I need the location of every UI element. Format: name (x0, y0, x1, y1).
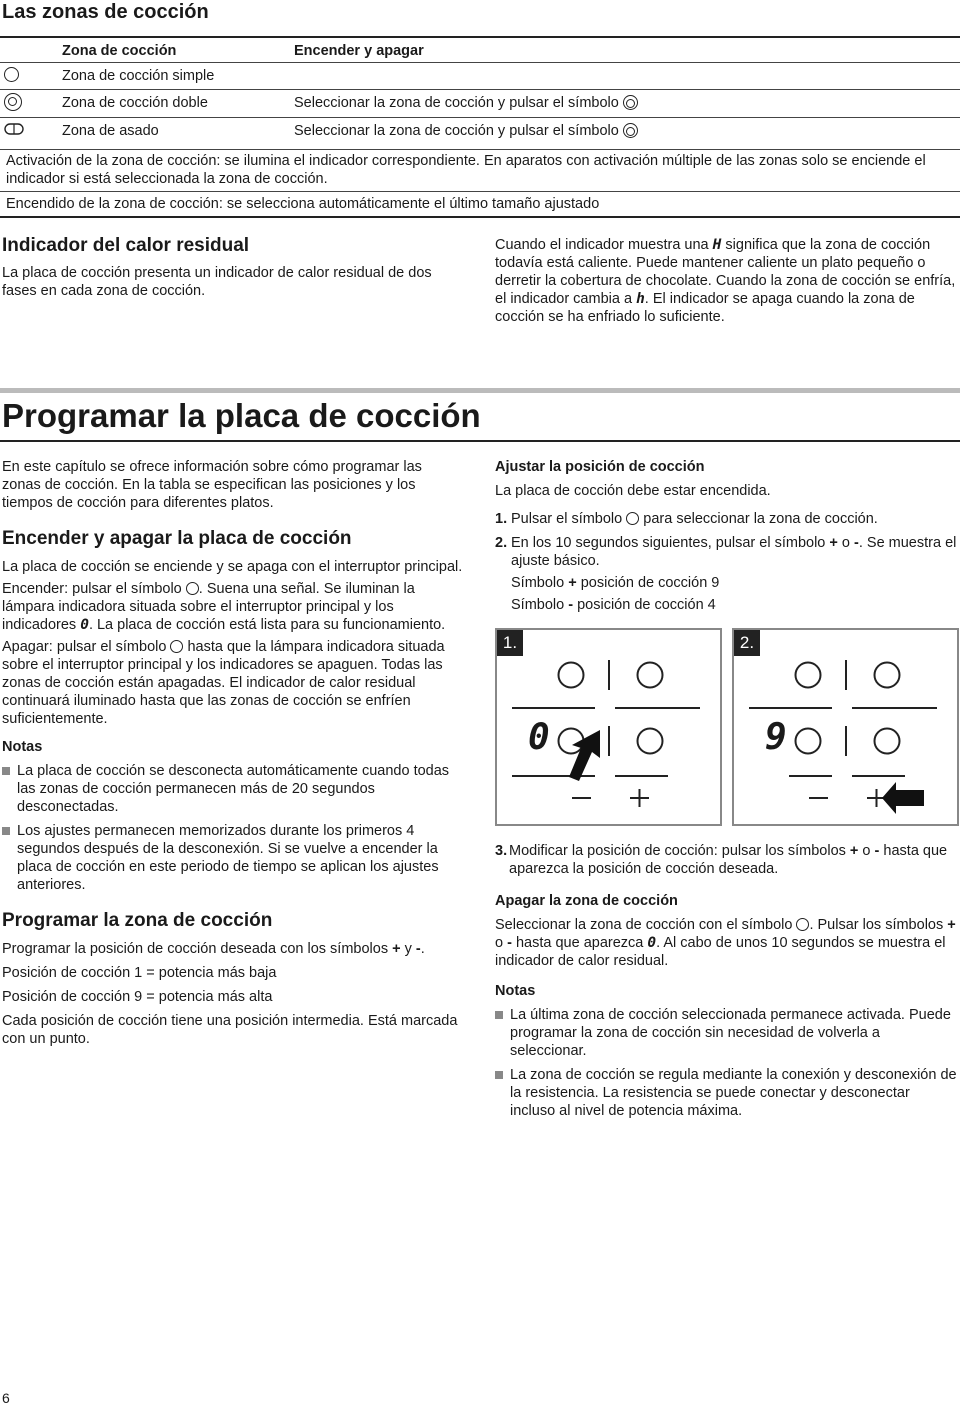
panel-1-digit: 0 (528, 717, 550, 758)
zone-name: Zona de cocción simple (62, 67, 215, 84)
zone-circle-icon (638, 663, 663, 688)
zone-p4: Cada posición de cocción tiene una posición intermedia. Está marcada con un punto. (2, 1013, 458, 1047)
double-zone-icon (4, 93, 22, 111)
list-item: La zona de cocción se regula mediante la conexión y desconexión de la resistencia. La resistencia se puede conectar y desconectar incluso al nivel de potencia máxima. (495, 1066, 957, 1120)
step-3: 3. Modificar la posición de cocción: pulsar los símbolos + o - hasta que aparezca la posición de cocción deseada. (495, 843, 948, 877)
zone-action: Seleccionar la zona de cocción y pulsar el símbolo (294, 123, 619, 139)
table-header-row (0, 40, 960, 62)
page-number: 6 (2, 1390, 10, 1406)
onoff-p2: Encender: pulsar el símbolo . Suena una señal. Se iluminan la lámpara indicadora situada sobre el interruptor principal y los indicadores 0. La placa de cocción está lista para su funcionamiento. (2, 581, 446, 633)
zone-circle-icon (875, 729, 900, 754)
panel-tag-2: 2. (734, 630, 760, 656)
left-column (2, 458, 464, 1052)
zone-action (294, 62, 960, 90)
table-row (0, 117, 960, 145)
cooktop-panel-2 (732, 628, 959, 826)
roasting-symbol-icon (623, 123, 638, 138)
zone-circle-icon (559, 663, 584, 688)
panel-tag-1: 1. (497, 630, 523, 656)
single-zone-icon (4, 67, 19, 82)
program-intro: En este capítulo se ofrece información sobre cómo programar las zonas de cocción. En la tabla se especifican las posiciones y los tiempos de cocción para diferentes platos. (2, 459, 422, 511)
zone-name: Zona de asado (62, 123, 159, 139)
zone-circle-icon (875, 663, 900, 688)
divider (0, 440, 960, 442)
zone-name: Zona de cocción doble (62, 95, 208, 112)
residual-right-text: Cuando el indicador muestra una H significa que la zona de cocción todavía está caliente. Puede mantener caliente un plato pequeño o derretir la cobertura de chocolate. Cuando la zona de cocción se enfría, el indicador cambia a h. El indicador se apaga cuando la zona de cocción se ha enfriado lo suficiente. (495, 237, 956, 325)
zone-p1: Programar la posición de cocción deseada con los símbolos + y -. (2, 941, 425, 957)
residual-h-symbol: h (636, 291, 645, 307)
bullet-icon (2, 827, 10, 835)
onoff-title: Encender y apagar la placa de cocción (2, 528, 352, 549)
table-row (0, 90, 960, 118)
zone-select-icon (626, 512, 639, 525)
step-1: 1. Pulsar el símbolo para seleccionar la zona de cocción. (495, 511, 878, 527)
program-title: Programar la placa de cocción (2, 397, 481, 434)
list-item: La última zona de cocción seleccionada permanece activada. Puede programar la zona de cocción sin necesidad de volverla a seleccionar. (495, 1006, 957, 1060)
divider (0, 216, 960, 218)
symbol-plus-line: Símbolo + posición de cocción 9 (511, 575, 720, 591)
zone-p2: Posición de cocción 1 = potencia más baja (2, 965, 277, 981)
adjust-pre: La placa de cocción debe estar encendida. (495, 483, 771, 499)
header-onoff: Encender y apagar (294, 42, 424, 59)
onoff-p1: La placa de cocción se enciende y se apaga con el interruptor principal. (2, 559, 463, 575)
divider (0, 191, 960, 192)
table-row (0, 62, 960, 90)
power-icon (186, 582, 199, 595)
bullet-icon (495, 1071, 503, 1079)
panel-2-digit: 9 (765, 717, 787, 758)
roasting-zone-icon (4, 123, 24, 135)
zones-table (0, 40, 960, 145)
list-item: Los ajustes permanecen memorizados durante los primeros 4 segundos después de la desconexión. Si se vuelve a encender la placa de cocción en este periodo de tiempo se aplican los ajustes anteriores. (2, 822, 464, 894)
divider (0, 36, 960, 38)
arrow-icon (569, 730, 600, 781)
arrow-icon (882, 782, 924, 814)
divider (0, 149, 960, 150)
header-zone: Zona de cocción (62, 42, 177, 59)
activation-note: Activación de la zona de cocción: se ilumina el indicador correspondiente. En aparatos con activación múltiple de las zonas solo se enciende el indicador si está seleccionada la zona de cocción. (6, 153, 926, 187)
zone-action: Seleccionar la zona de cocción y pulsar el símbolo (294, 95, 619, 112)
adjust-title: Ajustar la posición de cocción (495, 459, 705, 475)
right-column-lower (495, 842, 957, 1126)
residual-left-text: La placa de cocción presenta un indicador de calor residual de dos fases en cada zona de cocción. (2, 265, 432, 299)
double-zone-symbol-icon (623, 95, 638, 110)
notes-title-2: Notas (495, 983, 536, 999)
zero-display-symbol: 0 (80, 617, 89, 633)
zone-p3: Posición de cocción 9 = potencia más alta (2, 989, 273, 1005)
notes-title: Notas (2, 739, 43, 755)
cooktop-panel-1 (495, 628, 722, 826)
startup-note: Encendido de la zona de cocción: se selecciona automáticamente el último tamaño ajustado (6, 196, 600, 212)
zone-circle-icon (796, 663, 821, 688)
zero-display-symbol: 0 (647, 935, 657, 951)
list-item: La placa de cocción se desconecta automáticamente cuando todas las zonas de cocción permanecen más de 20 segundos desconectadas. (2, 762, 464, 816)
zone-circle-icon (638, 729, 663, 754)
onoff-p3: Apagar: pulsar el símbolo hasta que la lámpara indicadora situada sobre el interruptor principal y los indicadores se apaguen. Todas las zonas de cocción están apagadas. El indicador de calor residual continuará iluminado hasta que las zonas de cocción se enfríen suficientemente. (2, 639, 445, 727)
zone-program-title: Programar la zona de cocción (2, 910, 273, 931)
symbol-minus-line: Símbolo - posición de cocción 4 (511, 597, 716, 613)
residual-H-symbol: H (712, 237, 722, 253)
zone-circle-icon (796, 729, 821, 754)
section-title-zones: Las zonas de cocción (2, 1, 209, 23)
residual-title: Indicador del calor residual (2, 235, 250, 256)
thick-divider (0, 388, 960, 393)
bullet-icon (2, 767, 10, 775)
off-zone-title: Apagar la zona de cocción (495, 893, 678, 909)
bullet-icon (495, 1011, 503, 1019)
zone-select-icon (796, 918, 809, 931)
off-zone-text: Seleccionar la zona de cocción con el símbolo . Pulsar los símbolos + o - hasta que aparezca 0. Al cabo de unos 10 segundos se muestra el indicador de calor residual. (495, 917, 956, 969)
right-column (495, 458, 957, 620)
step-2: 2. En los 10 segundos siguientes, pulsar el símbolo + o -. Se muestra el ajuste básico. Símbolo + posición de cocción 9 Símbolo - posición de cocción 4 (495, 535, 957, 613)
power-icon (170, 640, 183, 653)
